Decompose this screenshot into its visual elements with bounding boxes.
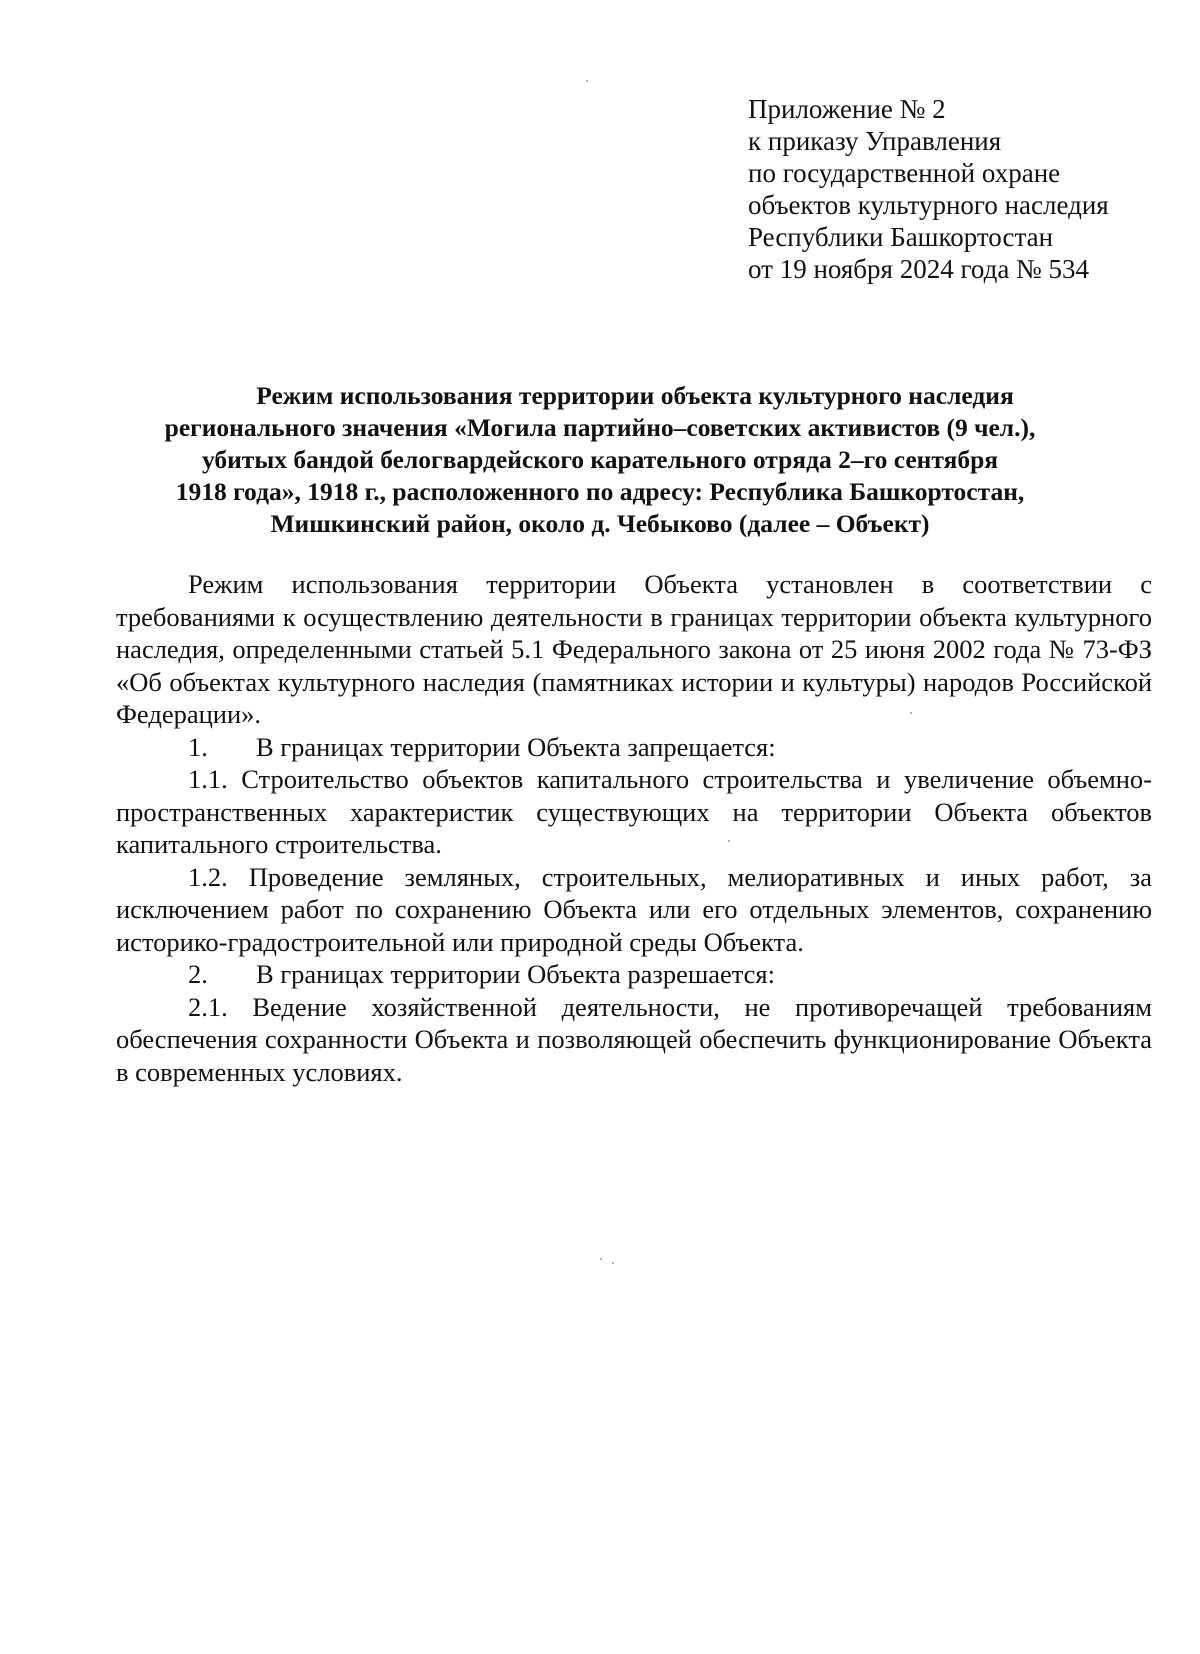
section-2-heading bbox=[116, 958, 1152, 991]
title-line: Мишкинский район, около д. Чебыково (далее – Объект) bbox=[270, 509, 930, 538]
section-1-heading bbox=[116, 731, 1152, 764]
appendix-line: от 19 ноября 2024 года № 534 bbox=[748, 254, 1090, 284]
appendix-line: по государственной охране bbox=[748, 158, 1061, 188]
scan-speck bbox=[728, 840, 730, 842]
title-line: убитых бандой белогвардейского карательного отряда 2–го сентября bbox=[201, 445, 999, 474]
title-line: 1918 года», 1918 г., расположенного по адресу: Республика Башкортостан, bbox=[175, 477, 1025, 506]
scan-speck bbox=[600, 1258, 602, 1260]
section-2-text: В границах территории Объекта разрешается: bbox=[256, 959, 775, 989]
clause-1-1: 1.1. Строительство объектов капитального строительства и увеличение объемно-пространственных характеристик существующих на территории Объекта объектов капитального строительства. bbox=[116, 764, 1152, 859]
section-2-number: 2. bbox=[188, 959, 208, 989]
document-body bbox=[116, 568, 1152, 1088]
document-title bbox=[110, 380, 1090, 540]
title-line: Режим использования территории объекта культурного наследия bbox=[256, 381, 1014, 410]
scan-speck bbox=[612, 1262, 614, 1264]
clause-2-1: 2.1. Ведение хозяйственной деятельности, не противоречащей требованиям обеспечения сохранности Объекта и позволяющей обеспечить функционирование Объекта в современных условиях. bbox=[116, 991, 1152, 1087]
appendix-header bbox=[748, 93, 1109, 285]
title-line: регионального значения «Могила партийно–советских активистов (9 чел.), bbox=[164, 413, 1036, 442]
appendix-line: к приказу Управления bbox=[748, 126, 1002, 156]
scan-speck bbox=[910, 712, 912, 714]
clause-1-2: 1.2. Проведение земляных, строительных, мелиоративных и иных работ, за исключением работ по сохранению Объекта или его отдельных элементов, сохранению историко-градостроительной или природной среды Объекта. bbox=[116, 861, 1152, 957]
section-1-text: В границах территории Объекта запрещается: bbox=[256, 731, 776, 762]
appendix-line: Республики Башкортостан bbox=[748, 222, 1054, 252]
scan-speck bbox=[586, 80, 588, 82]
appendix-line: объектов культурного наследия bbox=[748, 190, 1109, 220]
intro-paragraph: Режим использования территории Объекта установлен в соответствии с требованиями к осуществлению деятельности в границах территории объекта культурного наследия, определенными статьей 5.1 Федерального закона от 25 июня 2002 года № 73-ФЗ «Об объектах культурного наследия (памятниках истории и культуры) народов Российской Федерации». bbox=[116, 569, 1152, 729]
appendix-line: Приложение № 2 bbox=[748, 94, 946, 124]
section-1-number: 1. bbox=[188, 731, 208, 762]
